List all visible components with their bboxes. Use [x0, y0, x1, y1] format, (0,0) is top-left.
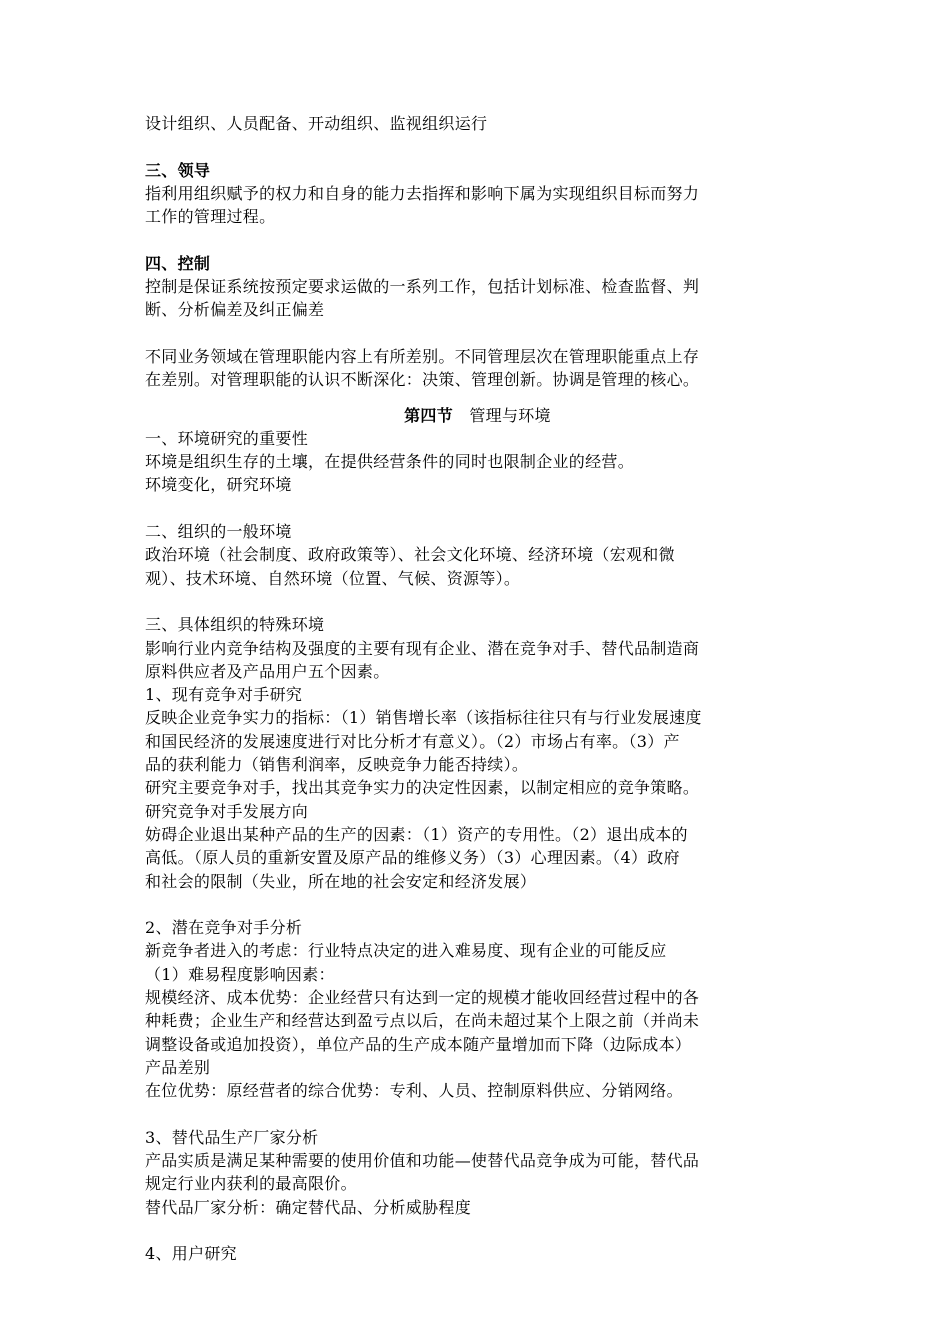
text-line: 断、分析偏差及纠正偏差 — [145, 300, 325, 320]
text-line: 和社会的限制（失业，所在地的社会安定和经济发展） — [145, 871, 537, 891]
chapter-section-title — [145, 404, 810, 427]
text-line: 1、现有竞争对手研究 — [145, 685, 303, 705]
section-heading-leadership: 三、领导 — [145, 160, 211, 180]
text-line: 妨碍企业退出某种产品的生产的因素：（1）资产的专用性。（2）退出成本的 — [145, 824, 688, 844]
text-line: 设计组织、人员配备、开动组织、监视组织运行 — [145, 114, 488, 133]
text-line: 研究主要竞争对手，找出其竞争实力的决定性因素，以制定相应的竞争策略。 — [145, 778, 700, 798]
text-line: 影响行业内竞争结构及强度的主要有现有企业、潜在竞争对手、替代品制造商 — [145, 638, 700, 658]
section-number: 第四节 — [404, 405, 454, 425]
text-line: 规模经济、成本优势：企业经营只有达到一定的规模才能收回经营过程中的各 — [145, 987, 700, 1007]
text-line: 和国民经济的发展速度进行对比分析才有意义）。（2）市场占有率。（3）产 — [145, 731, 680, 751]
text-line: 二、组织的一般环境 — [145, 522, 292, 542]
text-line: 品的获利能力（销售利润率，反映竞争力能否持续）。 — [145, 755, 529, 775]
text-line: 产品差别 — [145, 1057, 211, 1077]
text-line: 环境是组织生存的土壤，在提供经营条件的同时也限制企业的经营。 — [145, 452, 635, 472]
text-line: 调整设备或追加投资），单位产品的生产成本随产量增加而下降（边际成本） — [145, 1034, 692, 1054]
text-line: 环境变化，研究环境 — [145, 475, 292, 495]
text-line: 高低。（原人员的重新安置及原产品的维修义务）（3）心理因素。（4）政府 — [145, 848, 680, 868]
document-page — [145, 112, 810, 1266]
text-line: 工作的管理过程。 — [145, 207, 276, 227]
text-line: 政治环境（社会制度、政府政策等）、社会文化环境、经济环境（宏观和微 — [145, 545, 675, 565]
text-line: 在位优势：原经营者的综合优势：专利、人员、控制原料供应、分销网络。 — [145, 1081, 683, 1101]
text-line: （1）难易程度影响因素： — [145, 964, 335, 984]
text-line: 研究竞争对手发展方向 — [145, 801, 309, 821]
text-line: 替代品厂家分析：确定替代品、分析威胁程度 — [145, 1197, 472, 1217]
text-line: 控制是保证系统按预定要求运做的一系列工作，包括计划标准、检查监督、判 — [145, 277, 700, 297]
text-line: 2、潜在竞争对手分析 — [145, 918, 303, 938]
text-line: 在差别。对管理职能的认识不断深化：决策、管理创新。协调是管理的核心。 — [145, 370, 700, 390]
text-line: 4、用户研究 — [145, 1244, 237, 1264]
text-line: 三、具体组织的特殊环境 — [145, 615, 325, 635]
text-line: 原料供应者及产品用户五个因素。 — [145, 661, 390, 681]
text-line: 规定行业内获利的最高限价。 — [145, 1174, 357, 1194]
text-line: 新竞争者进入的考虑：行业特点决定的进入难易度、现有企业的可能反应 — [145, 941, 667, 961]
text-line: 观）、技术环境、自然环境（位置、气候、资源等）。 — [145, 568, 521, 588]
text-line: 产品实质是满足某种需要的使用价值和功能—使替代品竞争成为可能，替代品 — [145, 1151, 700, 1171]
text-line: 种耗费；企业生产和经营达到盈亏点以后，在尚未超过某个上限之前（并尚未 — [145, 1011, 700, 1031]
section-name: 管理与环境 — [469, 405, 551, 425]
text-line: 指利用组织赋予的权力和自身的能力去指挥和影响下属为实现组织目标而努力 — [145, 183, 700, 203]
text-line: 不同业务领域在管理职能内容上有所差别。不同管理层次在管理职能重点上存 — [145, 346, 700, 366]
text-line: 反映企业竞争实力的指标：（1）销售增长率（该指标往往只有与行业发展速度 — [145, 708, 702, 728]
section-heading-control: 四、控制 — [145, 253, 211, 273]
text-line: 3、替代品生产厂家分析 — [145, 1127, 319, 1147]
text-line: 一、环境研究的重要性 — [145, 428, 309, 448]
